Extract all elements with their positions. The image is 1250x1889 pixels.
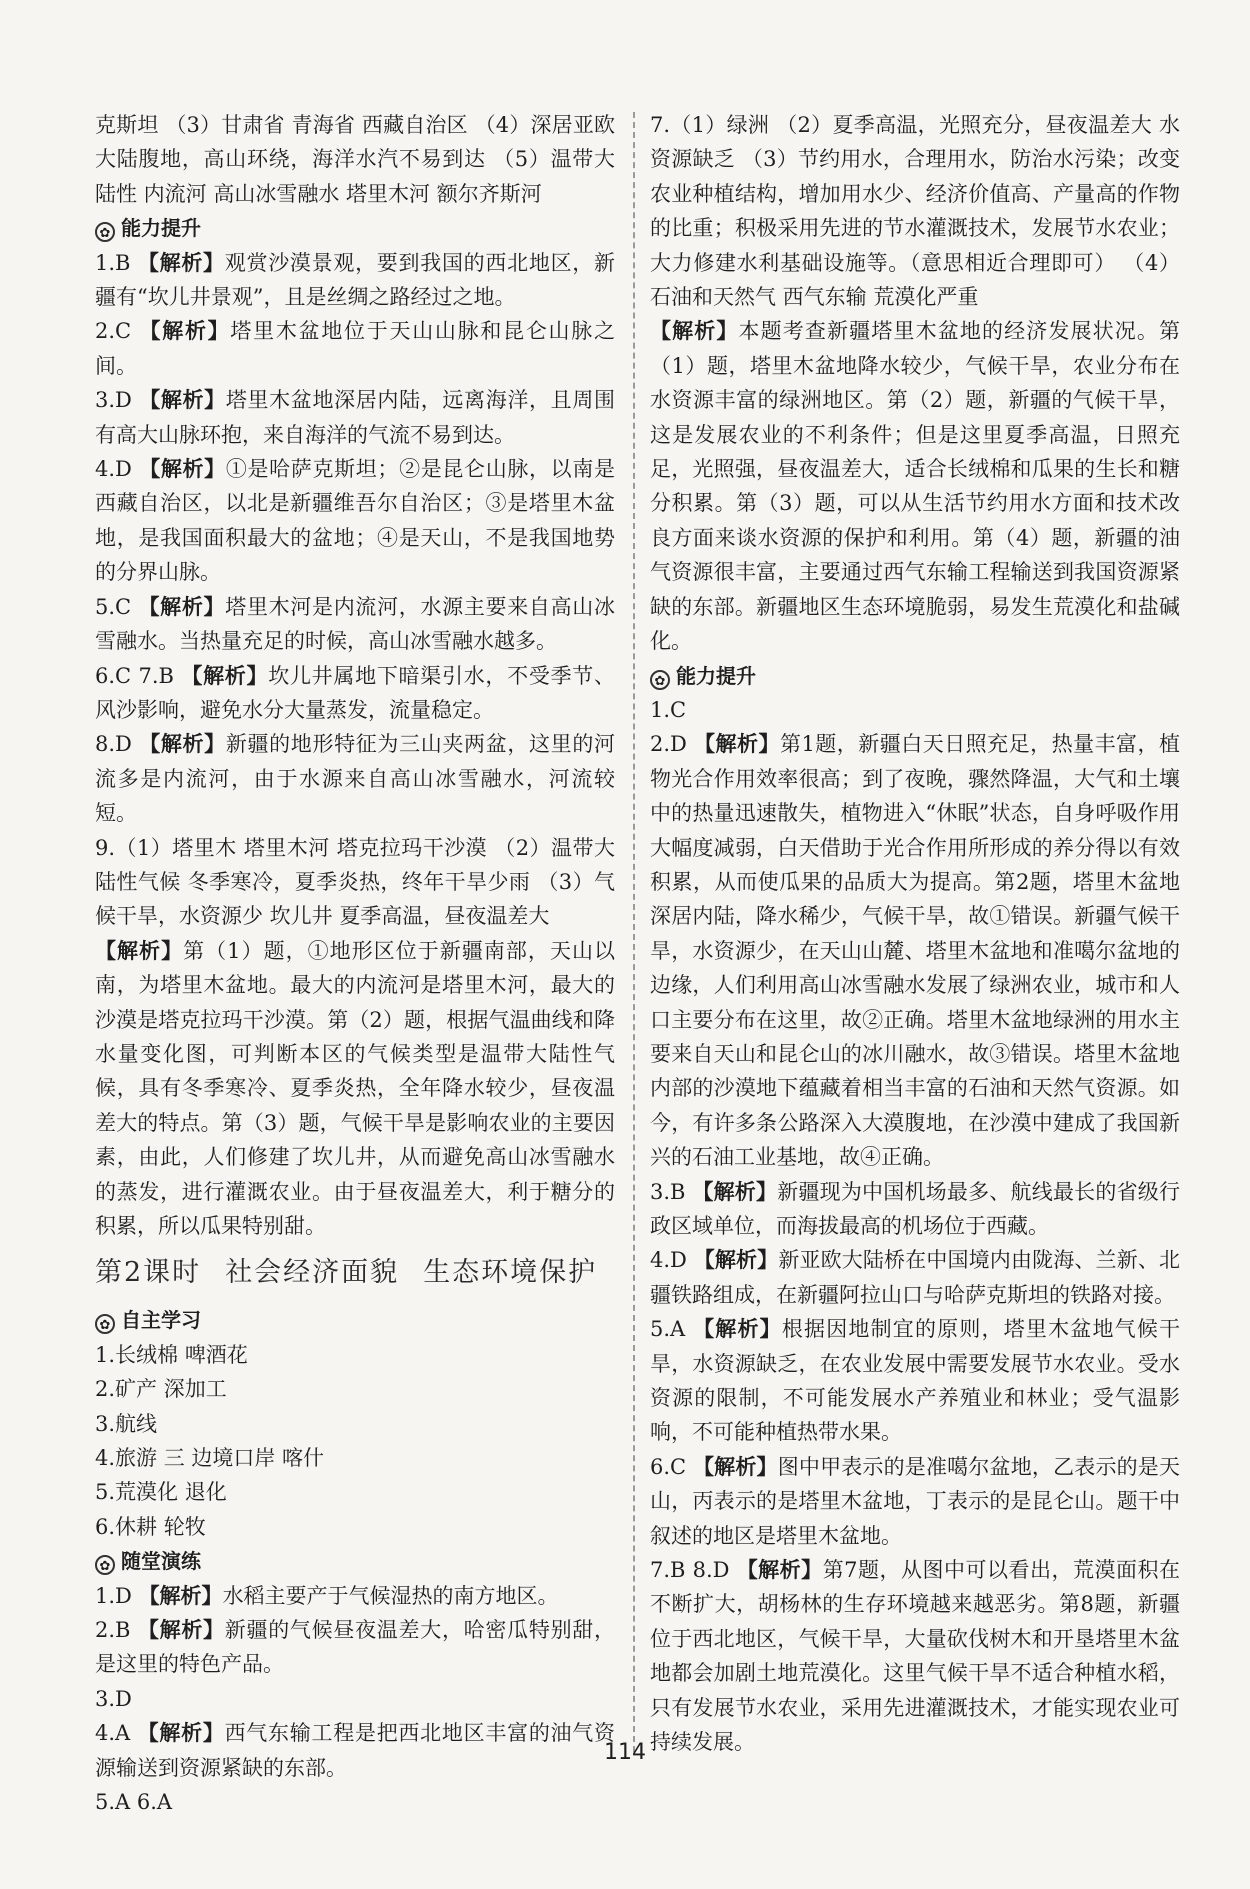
- answer-item: [95, 1579, 615, 1613]
- text-fragment: 【解析】: [95, 938, 184, 963]
- text-fragment: 生态环境保护: [423, 1257, 598, 1289]
- text-fragment: 新疆的气候昼夜温差大，哈密瓜特别甜，是这里的特色产品。: [95, 1618, 616, 1677]
- answer-item: [650, 1312, 1180, 1450]
- text-fragment: 【解析】: [181, 663, 269, 688]
- answer-item: 5.A 6.A: [95, 1790, 173, 1815]
- text-fragment: 【解析】: [137, 1618, 225, 1643]
- section-heading-ability: [650, 659, 1180, 693]
- left-column: [95, 108, 615, 1820]
- page-number: 114: [604, 1740, 646, 1765]
- answer-item: [650, 1175, 1180, 1244]
- answer-item: [650, 1553, 1180, 1759]
- answer-item: 1.长绒棉 啤酒花: [95, 1342, 248, 1367]
- answer-item: [650, 1243, 1180, 1312]
- text-fragment: 塔里木盆地位于天山山脉和昆仑山脉之间。: [95, 319, 616, 378]
- star-icon: ✿: [95, 1314, 115, 1334]
- section-heading-self-study: [95, 1303, 615, 1337]
- text-fragment: 2.D: [650, 732, 687, 757]
- right-column: [650, 108, 1180, 1760]
- answer-continuation: 克斯坦 （3）甘肃省 青海省 西藏自治区 （4）深居亚欧大陆腹地，高山环绕，海洋水汽不易到达 （5）温带大陆性 内流河 高山冰雪融水 塔里木河 额尔齐斯河: [95, 113, 615, 206]
- text-fragment: 【解析】: [736, 1558, 823, 1583]
- answer-explanation: [650, 314, 1180, 658]
- text-fragment: 观赏沙漠景观，要到我国的西北地区，新疆有“坎儿井景观”，且是丝绸之路经过之地。: [95, 250, 616, 310]
- text-fragment: 自主学习: [121, 1308, 201, 1333]
- text-fragment: 随堂演练: [121, 1549, 201, 1574]
- text-fragment: 2.C: [95, 319, 132, 344]
- text-fragment: 社会经济面貌: [225, 1257, 400, 1289]
- text-fragment: 6.C: [650, 1454, 687, 1479]
- answer-item: [95, 727, 615, 830]
- text-fragment: 【解析】: [693, 1317, 782, 1342]
- text-fragment: 【解析】: [138, 1583, 223, 1608]
- text-fragment: 【解析】: [692, 1179, 778, 1204]
- text-fragment: 2.B: [95, 1618, 131, 1643]
- answer-item: 7.（1）绿洲 （2）夏季高温，光照充分，昼夜温差大 水资源缺乏 （3）节约用水，合理用水，防治水污染；改变农业种植结构，增加用水少、经济价值高、产量高的作物的比重；积极采用先进的节水灌溉技术，发展节水农业；大力修建水利基础设施等。（意思相近合理即可） （4）石油和天然气 西气东输 荒漠化严重: [650, 113, 1180, 310]
- answer-item: [95, 246, 615, 315]
- text-fragment: ①是哈萨克斯坦；②是昆仑山脉，以南是西藏自治区，以北是新疆维吾尔自治区；③是塔里木盆地，是我国面积最大的盆地；④是天山，不是我国地势的分界山脉。: [95, 457, 615, 585]
- text-fragment: 【解析】: [694, 732, 780, 757]
- text-fragment: 新疆的地形特征为三山夹两盆，这里的河流多是内流河，由于水源来自高山冰雪融水，河流较短。: [95, 732, 615, 826]
- answer-item: [95, 383, 615, 452]
- answer-item: 5.荒漠化 退化: [95, 1480, 227, 1505]
- star-icon: ✿: [95, 1555, 115, 1575]
- text-fragment: 第7题，从图中可以看出，荒漠面积在不断扩大，胡杨林的生存环境越来越恶劣。第8题，新疆位于西北地区，气候干旱，大量砍伐树木和开垦塔里木盆地都会加剧土地荒漠化。这里气候干旱不适合种植水稻，只有发展节水农业，采用先进灌溉技术，才能实现农业可持续发展。: [650, 1558, 1180, 1755]
- answer-item: [95, 314, 615, 383]
- text-fragment: 坎儿井属地下暗渠引水，不受季节、风沙影响，避免水分大量蒸发，流量稳定。: [95, 663, 616, 722]
- text-fragment: 【解析】: [650, 319, 739, 344]
- text-fragment: 【解析】: [137, 250, 225, 275]
- text-fragment: 8.D: [95, 732, 132, 757]
- text-fragment: 【解析】: [139, 732, 226, 757]
- text-fragment: 3.D: [95, 388, 132, 413]
- text-fragment: 4.A: [95, 1721, 131, 1746]
- text-fragment: 【解析】: [693, 1248, 779, 1273]
- text-fragment: 图中甲表示的是准噶尔盆地，乙表示的是天山，丙表示的是塔里木盆地，丁表示的是昆仑山。题干中叙述的地区是塔里木盆地。: [650, 1454, 1180, 1548]
- answer-item: 4.旅游 三 边境口岸 喀什: [95, 1446, 325, 1471]
- answer-explanation: [95, 934, 615, 1244]
- text-fragment: 【解析】: [139, 319, 231, 344]
- text-fragment: 1.D: [95, 1583, 132, 1608]
- text-fragment: 7.B 8.D: [650, 1558, 730, 1583]
- text-fragment: 新疆现为中国机场最多、航线最长的省级行政区域单位，而海拔最高的机场位于西藏。: [650, 1179, 1180, 1238]
- star-icon: ✿: [650, 670, 670, 690]
- text-fragment: 1.B: [95, 250, 131, 275]
- text-fragment: 4.D: [95, 457, 132, 482]
- text-fragment: 第2课时: [95, 1257, 202, 1289]
- answer-item: 3.航线: [95, 1411, 158, 1436]
- text-fragment: 第（1）题，①地形区位于新疆南部，天山以南，为塔里木盆地。最大的内流河是塔里木河，最大的沙漠是塔克拉玛干沙漠。第（2）题，根据气温曲线和降水量变化图，可判断本区的气候类型是温带大陆性气候，具有冬季寒冷、夏季炎热，全年降水较少，昼夜温差大的特点。第（3）题，气候干旱是影响农业的主要因素，由此，人们修建了坎儿井，从而避免高山冰雪融水的蒸发，进行灌溉农业。由于昼夜温差大，利于糖分的积累，所以瓜果特别甜。: [95, 938, 616, 1238]
- text-fragment: 能力提升: [676, 663, 756, 688]
- answer-item: 1.C: [650, 697, 687, 722]
- section-heading-ability: [95, 211, 615, 245]
- answer-item: [650, 1450, 1180, 1553]
- text-fragment: 【解析】: [139, 388, 226, 413]
- answer-item: 2.矿产 深加工: [95, 1377, 227, 1402]
- column-divider: [633, 112, 635, 1752]
- text-fragment: 4.D: [650, 1248, 687, 1273]
- text-fragment: 塔里木盆地深居内陆，远离海洋，且周围有高大山脉环抱，来自海洋的气流不易到达。: [95, 388, 615, 447]
- section-heading-practice: [95, 1544, 615, 1578]
- answer-item: 3.D: [95, 1686, 132, 1711]
- text-fragment: 【解析】: [137, 1721, 225, 1746]
- answer-item: [95, 1613, 615, 1682]
- text-fragment: 水稻主要产于气候湿热的南方地区。: [222, 1583, 559, 1608]
- text-fragment: 5.C: [95, 594, 132, 619]
- answer-item: 9.（1）塔里木 塔里木河 塔克拉玛干沙漠 （2）温带大陆性气候 冬季寒冷，夏季炎热，终年干旱少雨 （3）气候干旱，水资源少 坎儿井 夏季高温，昼夜温差大: [95, 835, 615, 929]
- star-icon: ✿: [95, 222, 115, 242]
- text-fragment: 第1题，新疆白天日照充足，热量丰富，植物光合作用效率很高；到了夜晚，骤然降温，大气和土壤中的热量迅速散失，植物进入“休眠”状态，自身呼吸作用大幅度减弱，白天借助于光合作用所形成的养分得以有效积累，从而使瓜果的品质大为提高。第2题，塔里木盆地深居内陆，降水稀少，气候干旱，故①错误。新疆气候干旱，水资源少，在天山山麓、塔里木盆地和准噶尔盆地的边缘，人们利用高山冰雪融水发展了绿洲农业，城市和人口主要分布在这里，故②正确。塔里木盆地绿洲的用水主要来自天山和昆仑山的冰川融水，故③错误。塔里木盆地内部的沙漠地下蕴藏着相当丰富的石油和天然气资源。如今，有许多条公路深入大漠腹地，在沙漠中建成了我国新兴的石油工业基地，故④正确。: [650, 732, 1181, 1170]
- text-fragment: 5.A: [650, 1317, 686, 1342]
- answer-item: [95, 659, 615, 728]
- lesson-title: [95, 1243, 615, 1303]
- text-fragment: 6.C 7.B: [95, 663, 174, 688]
- text-fragment: 塔里木河是内流河，水源主要来自高山冰雪融水。当热量充足的时候，高山冰雪融水越多。: [95, 594, 615, 654]
- text-fragment: 根据因地制宜的原则，塔里木盆地气候干旱，水资源缺乏，在农业发展中需要发展节水农业。受水资源的限制，不可能发展水产养殖业和林业；受气温影响，不可能种植热带水果。: [650, 1317, 1181, 1445]
- text-fragment: 【解析】: [692, 1454, 778, 1479]
- text-fragment: 【解析】: [139, 457, 226, 482]
- text-fragment: 能力提升: [121, 216, 201, 241]
- text-fragment: 3.B: [650, 1179, 686, 1204]
- answer-item: [650, 727, 1180, 1174]
- answer-item: 6.休耕 轮牧: [95, 1514, 206, 1539]
- text-fragment: 【解析】: [138, 594, 226, 619]
- answer-item: [95, 590, 615, 659]
- text-fragment: 本题考查新疆塔里木盆地的经济发展状况。第（1）题，塔里木盆地降水较少，气候干旱，农业分布在水资源丰富的绿洲地区。第（2）题，新疆的气候干旱，这是发展农业的不利条件；但是这里夏季高温，日照充足，光照强，昼夜温差大，适合长绒棉和瓜果的生长和糖分积累。第（3）题，可以从生活节约用水方面和技术改良方面来谈水资源的保护和利用。第（4）题，新疆的油气资源很丰富，主要通过西气东输工程输送到我国资源紧缺的东部。新疆地区生态环境脆弱，易发生荒漠化和盐碱化。: [650, 319, 1181, 654]
- answer-item: [95, 452, 615, 590]
- text-fragment: 西气东输工程是把西北地区丰富的油气资源输送到资源紧缺的东部。: [95, 1721, 616, 1780]
- text-fragment: 新亚欧大陆桥在中国境内由陇海、兰新、北疆铁路组成，在新疆阿拉山口与哈萨克斯坦的铁路对接。: [650, 1248, 1181, 1307]
